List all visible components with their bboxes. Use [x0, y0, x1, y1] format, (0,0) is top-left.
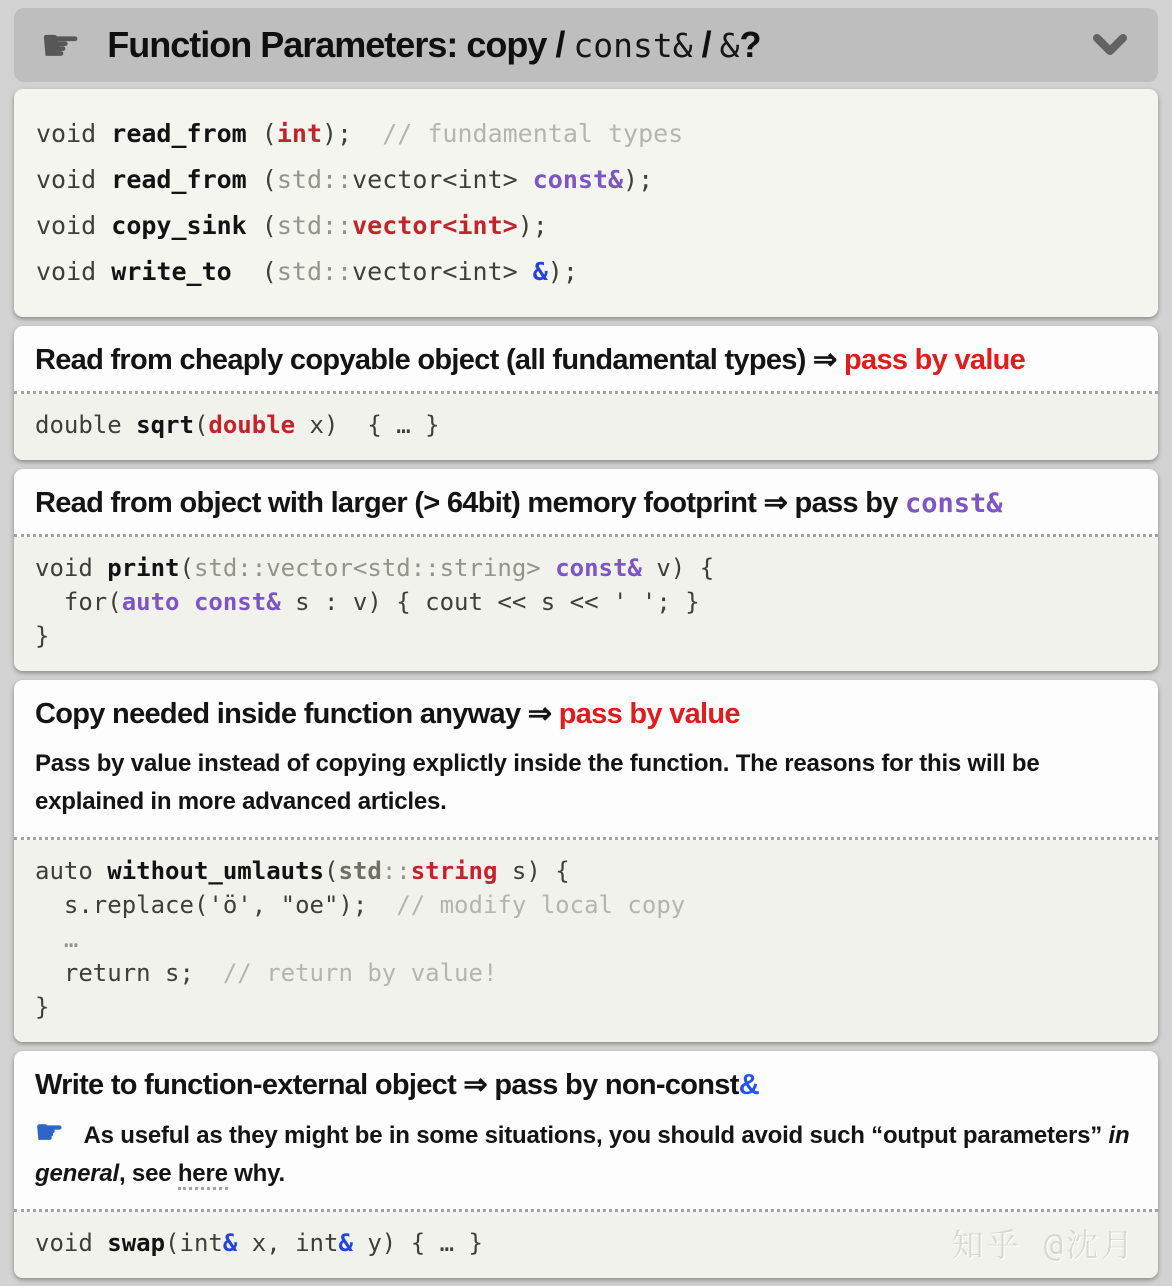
text-segment: & — [719, 26, 740, 65]
text-segment: for( — [35, 588, 122, 616]
text-segment: int — [276, 119, 322, 148]
text-segment: const& — [905, 488, 1003, 519]
text-segment: why. — [227, 1160, 285, 1187]
text-segment: void — [35, 554, 108, 582]
code-line — [36, 111, 1136, 157]
text-segment: & — [222, 1229, 238, 1257]
text-segment: std::vector<std::string> — [193, 554, 541, 582]
text-segment: const& — [555, 554, 642, 582]
text-segment: void — [35, 1229, 108, 1257]
code-line — [35, 619, 1137, 653]
text-segment: void — [36, 257, 112, 286]
text-segment: write_to — [111, 257, 232, 286]
text-segment: ( — [193, 411, 209, 439]
text-segment: sqrt — [136, 411, 194, 439]
text-segment: without_umlauts — [107, 857, 324, 885]
text-segment: pass by value — [558, 698, 740, 730]
text-segment — [541, 554, 555, 582]
code-line — [36, 203, 1136, 249]
text-segment: auto — [35, 857, 108, 885]
code-line — [35, 922, 1137, 956]
text-segment: Read from cheaply copyable object (all fundamental types) ⇒ — [35, 344, 844, 376]
code-line — [35, 408, 1137, 442]
text-segment: Function Parameters: copy — [107, 24, 556, 65]
text-segment: ( — [246, 165, 277, 194]
text-segment: y) { … } — [352, 1229, 483, 1257]
text-segment: vector<int> — [352, 211, 518, 240]
text-segment: & — [738, 1069, 759, 1101]
text-segment: vector<int> — [352, 257, 533, 286]
text-segment: As useful as they might be in some situations, you should avoid such “output parameters” — [83, 1122, 1109, 1149]
section-note — [14, 1116, 1158, 1209]
here-link[interactable]: here — [178, 1160, 228, 1190]
text-segment: / — [692, 24, 720, 65]
text-segment: x, int — [237, 1229, 339, 1257]
text-segment: ); — [322, 119, 353, 148]
text-segment: x) { … } — [295, 411, 440, 439]
text-segment — [180, 588, 194, 616]
text-segment: const& — [532, 165, 624, 194]
section-cheap-copy — [14, 326, 1158, 460]
text-segment: read_from — [111, 119, 247, 148]
text-segment: // fundamental types — [352, 119, 684, 148]
text-segment: ( — [324, 857, 339, 885]
text-segment: copy_sink — [111, 211, 247, 240]
text-segment: , see — [118, 1160, 178, 1187]
text-segment: } — [35, 622, 50, 650]
text-segment: vector<int> — [352, 165, 533, 194]
section-non-const-ref — [14, 1051, 1158, 1278]
section-copy-anyway — [14, 680, 1158, 1042]
text-segment: std:: — [276, 257, 353, 286]
text-segment: pass by value — [844, 344, 1026, 376]
text-segment: (int — [165, 1229, 223, 1257]
text-segment: auto — [121, 588, 180, 616]
text-segment: ( — [246, 119, 277, 148]
text-segment: s : v) { cout << s << ' '; } — [280, 588, 700, 616]
section-heading — [14, 1051, 1158, 1116]
text-segment: Copy needed inside function anyway ⇒ — [35, 698, 559, 730]
chevron-down-icon[interactable] — [1092, 33, 1128, 57]
text-segment: / — [555, 24, 574, 65]
text-segment: double — [35, 411, 137, 439]
text-segment: void — [36, 165, 112, 194]
text-segment: swap — [107, 1229, 166, 1257]
text-segment: v) { — [641, 554, 715, 582]
text-segment: ); — [517, 211, 548, 240]
section-heading — [14, 326, 1158, 391]
text-segment: ); — [547, 257, 578, 286]
text-segment: ( — [179, 554, 194, 582]
section-heading — [14, 680, 1158, 745]
code-line — [35, 888, 1137, 922]
code-line — [35, 585, 1137, 619]
text-segment: in general — [35, 1122, 1130, 1187]
code-line — [36, 249, 1136, 295]
text-segment: s) { — [497, 857, 570, 885]
text-segment: ? — [739, 24, 761, 65]
text-segment: ( — [231, 257, 277, 286]
text-segment: void — [36, 119, 112, 148]
text-segment: std — [338, 857, 382, 885]
text-segment: ( — [246, 211, 277, 240]
section-const-ref — [14, 469, 1158, 671]
pointing-hand-icon: ☛ — [35, 1114, 64, 1150]
text-segment: & — [532, 257, 548, 286]
text-segment: void — [36, 211, 112, 240]
text-segment: s.replace('ö', "oe"); — [35, 891, 368, 919]
text-segment: const& — [193, 588, 281, 616]
text-segment: // modify local copy — [367, 891, 686, 919]
section-heading — [14, 469, 1158, 534]
collapsible-header — [14, 8, 1158, 82]
text-segment: const& — [573, 26, 693, 65]
code-block-swap — [14, 1212, 1158, 1278]
code-line — [36, 157, 1136, 203]
text-segment: std:: — [276, 165, 353, 194]
text-segment: read_from — [111, 165, 247, 194]
text-segment: & — [338, 1229, 353, 1257]
text-segment: Write to function-external object ⇒ pass by non-const — [35, 1069, 739, 1101]
text-segment: Pass by value instead of copying explictly inside the function. The reasons for this will be explained in more advanced articles. — [35, 750, 1040, 815]
text-segment: ); — [623, 165, 654, 194]
code-block-sqrt — [14, 394, 1158, 460]
code-block-declarations — [36, 111, 1136, 295]
code-line — [35, 956, 1137, 990]
text-segment: Read from object with larger (> 64bit) memory footprint ⇒ pass by — [35, 487, 906, 519]
text-segment: // return by value! — [193, 959, 498, 987]
section-paragraph — [14, 745, 1158, 837]
note-text — [35, 1122, 1129, 1190]
text-segment: string — [410, 857, 498, 885]
text-segment: :: — [381, 857, 411, 885]
text-segment: print — [107, 554, 180, 582]
intro-code-card — [14, 89, 1158, 317]
code-line — [35, 551, 1137, 585]
text-segment: } — [35, 993, 50, 1021]
code-block-without-umlauts — [14, 840, 1158, 1042]
text-segment: return s; — [35, 959, 194, 987]
pointing-hand-icon: ☛ — [40, 19, 82, 71]
text-segment: … — [35, 925, 79, 953]
code-line — [35, 854, 1137, 888]
page-title — [107, 24, 760, 66]
code-line — [35, 990, 1137, 1024]
watermark: 知乎 @沈月 — [951, 1226, 1136, 1264]
code-block-print — [14, 537, 1158, 671]
text-segment: std:: — [276, 211, 353, 240]
text-segment: double — [208, 411, 296, 439]
